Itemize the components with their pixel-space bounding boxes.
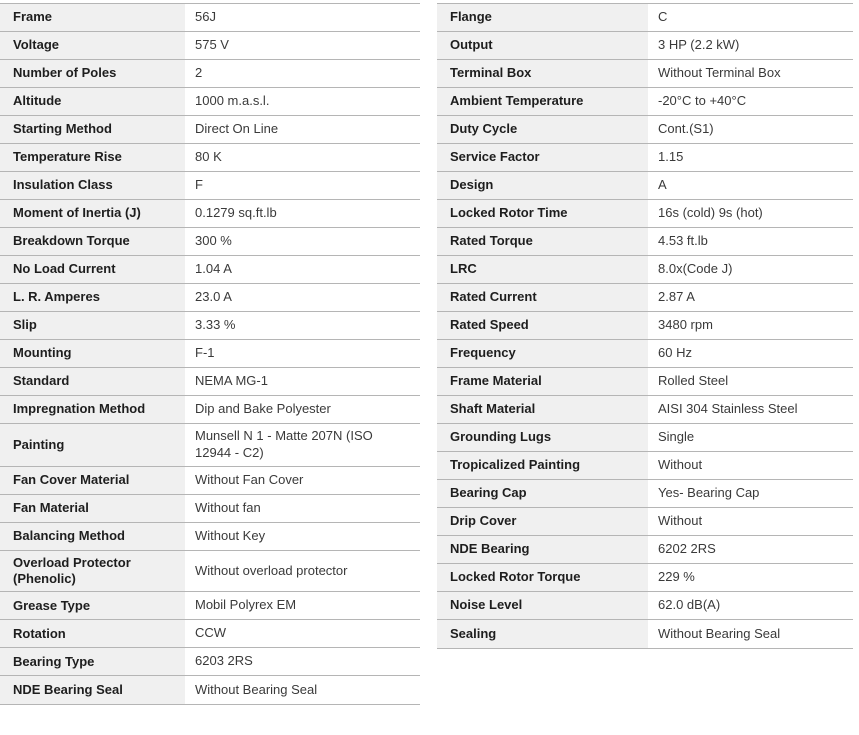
spec-label: Grease Type: [0, 592, 185, 619]
table-row: [437, 396, 853, 424]
spec-value: Without Terminal Box: [658, 65, 781, 81]
spec-value: Without fan: [195, 499, 261, 515]
spec-label: Flange: [437, 4, 648, 31]
spec-label: Overload Protector (Phenolic): [0, 551, 185, 592]
spec-label: Frame: [0, 4, 185, 31]
spec-value: Without: [658, 513, 703, 529]
spec-label: Terminal Box: [437, 60, 648, 87]
table-row: [0, 284, 420, 312]
spec-value: Direct On Line: [195, 121, 279, 137]
spec-value: Without overload protector: [195, 562, 348, 578]
spec-value: 0.1279 sq.ft.lb: [195, 205, 277, 221]
table-row: [437, 340, 853, 368]
table-row: [437, 312, 853, 340]
spec-label: LRC: [437, 256, 648, 283]
spec-label: Insulation Class: [0, 172, 185, 199]
spec-label: Noise Level: [437, 592, 648, 619]
spec-value: Dip and Bake Polyester: [195, 401, 331, 417]
spec-value: F-1: [195, 345, 215, 361]
spec-value: 8.0x(Code J): [658, 261, 733, 277]
spec-label: Frame Material: [437, 368, 648, 395]
spec-label: Bearing Cap: [437, 480, 648, 507]
spec-value: CCW: [195, 625, 227, 641]
spec-value: Rolled Steel: [658, 373, 729, 389]
spec-label: Breakdown Torque: [0, 228, 185, 255]
table-row: [437, 60, 853, 88]
spec-label: Impregnation Method: [0, 396, 185, 423]
table-row: [437, 144, 853, 172]
table-row: [437, 116, 853, 144]
table-row: [437, 200, 853, 228]
spec-value: F: [195, 177, 203, 193]
table-row: [0, 368, 420, 396]
spec-value: Without Bearing Seal: [195, 681, 318, 697]
spec-value: Munsell N 1 - Matte 207N (ISO 12944 - C2): [195, 428, 373, 460]
spec-label: Bearing Type: [0, 648, 185, 675]
table-row: [0, 424, 420, 467]
table-row: [0, 228, 420, 256]
spec-label: Fan Material: [0, 495, 185, 522]
spec-label: Design: [437, 172, 648, 199]
spec-label: L. R. Amperes: [0, 284, 185, 311]
spec-value: 3.33 %: [195, 317, 236, 333]
spec-value: NEMA MG-1: [195, 373, 268, 389]
spec-value: 56J: [195, 9, 216, 25]
table-row: [437, 88, 853, 116]
spec-label: Moment of Inertia (J): [0, 200, 185, 227]
table-row: [0, 256, 420, 284]
spec-label: Rated Speed: [437, 312, 648, 339]
spec-label: Output: [437, 32, 648, 59]
spec-value: Single: [658, 429, 695, 445]
spec-label: Balancing Method: [0, 523, 185, 550]
spec-value: 2: [195, 65, 203, 81]
spec-value: 3480 rpm: [658, 317, 713, 333]
table-row: [0, 4, 420, 32]
spec-label: Ambient Temperature: [437, 88, 648, 115]
table-row: [437, 284, 853, 312]
spec-label: Locked Rotor Time: [437, 200, 648, 227]
table-row: [437, 536, 853, 564]
spec-label: Service Factor: [437, 144, 648, 171]
spec-table-right: [437, 3, 853, 649]
table-row: [0, 88, 420, 116]
spec-value: -20°C to +40°C: [658, 93, 747, 109]
spec-value: 16s (cold) 9s (hot): [658, 205, 763, 221]
table-row: [437, 4, 853, 32]
table-row: [437, 424, 853, 452]
spec-label: NDE Bearing Seal: [0, 676, 185, 704]
spec-label: Voltage: [0, 32, 185, 59]
table-row: [437, 508, 853, 536]
table-row: [0, 396, 420, 424]
spec-label: Duty Cycle: [437, 116, 648, 143]
spec-value: 3 HP (2.2 kW): [658, 37, 740, 53]
spec-label: Rated Torque: [437, 228, 648, 255]
spec-value: Yes- Bearing Cap: [658, 485, 760, 501]
table-row: [437, 368, 853, 396]
table-row: [437, 592, 853, 620]
spec-label: Temperature Rise: [0, 144, 185, 171]
table-row: [437, 564, 853, 592]
spec-value: 575 V: [195, 37, 229, 53]
table-row: [0, 116, 420, 144]
spec-label: Sealing: [437, 620, 648, 648]
spec-value: Without Bearing Seal: [658, 625, 781, 641]
spec-value: Cont.(S1): [658, 121, 714, 137]
spec-label: Altitude: [0, 88, 185, 115]
spec-value: Mobil Polyrex EM: [195, 597, 297, 613]
table-row: [437, 32, 853, 60]
spec-value: 4.53 ft.lb: [658, 233, 708, 249]
spec-label: Shaft Material: [437, 396, 648, 423]
spec-value: 229 %: [658, 569, 695, 585]
spec-value: AISI 304 Stainless Steel: [658, 401, 798, 417]
table-row: [0, 551, 420, 593]
table-row: [0, 620, 420, 648]
spec-value: 1000 m.a.s.l.: [195, 93, 270, 109]
table-row: [437, 228, 853, 256]
spec-value: 60 Hz: [658, 345, 692, 361]
spec-value: Without Fan Cover: [195, 471, 304, 487]
spec-value: 2.87 A: [658, 289, 695, 305]
table-row: [0, 60, 420, 88]
spec-value: 1.15: [658, 149, 684, 165]
spec-label: Slip: [0, 312, 185, 339]
spec-value: 62.0 dB(A): [658, 597, 721, 613]
spec-label: Starting Method: [0, 116, 185, 143]
table-row: [0, 495, 420, 523]
spec-label: Rotation: [0, 620, 185, 647]
table-row: [0, 648, 420, 676]
table-row: [0, 467, 420, 495]
table-row: [0, 676, 420, 704]
table-row: [437, 256, 853, 284]
spec-value: 80 K: [195, 149, 222, 165]
spec-label: Mounting: [0, 340, 185, 367]
spec-value: Without: [658, 457, 703, 473]
table-row: [0, 144, 420, 172]
table-row: [437, 620, 853, 648]
spec-value: Without Key: [195, 527, 266, 543]
spec-label: Grounding Lugs: [437, 424, 648, 451]
spec-value: 23.0 A: [195, 289, 232, 305]
spec-value: A: [658, 177, 667, 193]
spec-value: 1.04 A: [195, 261, 232, 277]
spec-label: Drip Cover: [437, 508, 648, 535]
spec-label: Rated Current: [437, 284, 648, 311]
spec-label: Number of Poles: [0, 60, 185, 87]
spec-value: 6202 2RS: [658, 541, 716, 557]
table-row: [437, 172, 853, 200]
spec-table-left: [0, 3, 420, 705]
spec-label: Locked Rotor Torque: [437, 564, 648, 591]
spec-label: Fan Cover Material: [0, 467, 185, 494]
spec-value: 300 %: [195, 233, 232, 249]
table-row: [437, 452, 853, 480]
spec-label: Frequency: [437, 340, 648, 367]
spec-label: No Load Current: [0, 256, 185, 283]
spec-label: Tropicalized Painting: [437, 452, 648, 479]
spec-label: NDE Bearing: [437, 536, 648, 563]
spec-label: Painting: [0, 424, 185, 466]
spec-label: Standard: [0, 368, 185, 395]
table-row: [0, 340, 420, 368]
table-row: [437, 480, 853, 508]
table-row: [0, 172, 420, 200]
table-row: [0, 312, 420, 340]
spec-value: C: [658, 9, 668, 25]
spec-value: 6203 2RS: [195, 653, 253, 669]
table-row: [0, 592, 420, 620]
table-row: [0, 523, 420, 551]
table-row: [0, 200, 420, 228]
table-row: [0, 32, 420, 60]
